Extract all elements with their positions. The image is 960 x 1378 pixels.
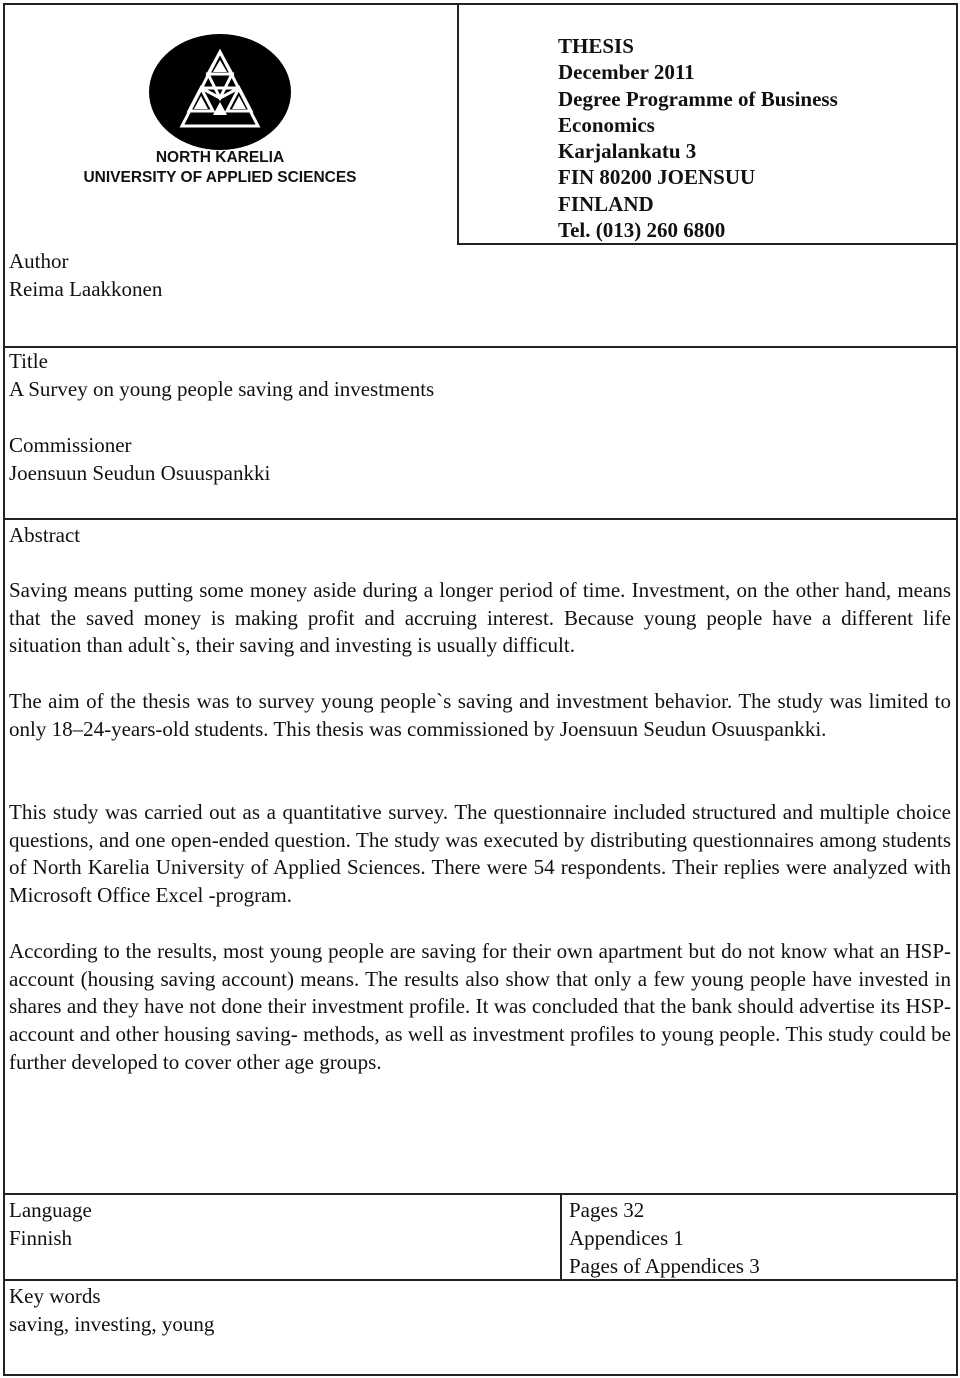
logo-line-1: NORTH KARELIA	[155, 149, 285, 166]
thesis-title: A Survey on young people saving and investments	[9, 377, 435, 401]
abstract-paragraph: This study was carried out as a quantitative survey. The questionnaire included structured and multiple choice questions, and one open-ended question. The study was executed by distributing questionnaires among students of North Karelia University of Applied Sciences. There were 54 respondents. Their replies were analyzed with Microsoft Office Excel -program.	[9, 800, 951, 908]
frame-top	[3, 3, 958, 5]
address-country: FINLAND	[558, 191, 654, 216]
commissioner-name: Joensuun Seudun Osuuspankki	[9, 461, 271, 485]
address-street: Karjalankatu 3	[558, 139, 697, 164]
triangle-emblem-icon	[60, 28, 380, 153]
abstract-body	[9, 799, 951, 910]
abstract-body	[9, 577, 951, 660]
commissioner-label: Commissioner	[9, 433, 132, 457]
divider-language	[3, 1279, 958, 1281]
abstract-paragraph: The aim of the thesis was to survey young people`s saving and investment behavior. The study was limited to only 18–24-years-old students. This thesis was commissioned by Joensuun Seudun Osuuspankki.	[9, 689, 951, 741]
university-logo	[60, 28, 380, 198]
appendices-count: Appendices 1	[569, 1226, 684, 1250]
author-label: Author	[9, 249, 69, 273]
title-label: Title	[9, 349, 48, 373]
logo-line-2: UNIVERSITY OF APPLIED SCIENCES	[83, 169, 357, 186]
thesis-date: December 2011	[558, 60, 695, 85]
keywords-label: Key words	[9, 1284, 101, 1308]
degree-programme-line-2: Economics	[558, 112, 655, 137]
author-name: Reima Laakkonen	[9, 277, 163, 301]
frame-right	[956, 3, 958, 1376]
thesis-type: THESIS	[558, 34, 634, 58]
frame-left	[3, 3, 5, 1376]
abstract-label: Abstract	[9, 523, 81, 547]
abstract-body	[9, 938, 951, 1077]
frame-bottom	[3, 1374, 958, 1376]
divider-commissioner	[3, 518, 958, 520]
abstract-paragraph: Saving means putting some money aside during a longer period of time. Investment, on the other hand, means that the saved money is making profit and accruing interest. Because young people have a different life situation than adult`s, their saving and investing is usually difficult.	[9, 578, 951, 658]
keywords-value: saving, investing, young	[9, 1312, 215, 1336]
abstract-body	[9, 688, 951, 743]
divider-footer	[3, 1193, 958, 1195]
language-value: Finnish	[9, 1226, 73, 1250]
appendix-pages-count: Pages of Appendices 3	[569, 1254, 760, 1278]
pages-count: Pages 32	[569, 1198, 645, 1222]
telephone: Tel. (013) 260 6800	[558, 218, 726, 243]
address-city: FIN 80200 JOENSUU	[558, 165, 756, 190]
header-divider-vertical	[457, 3, 459, 245]
divider-footer-vertical	[560, 1193, 562, 1281]
degree-programme-line-1: Degree Programme of Business	[558, 86, 838, 111]
divider-author	[3, 346, 958, 348]
language-label: Language	[9, 1198, 92, 1222]
thesis-info-block	[558, 33, 838, 243]
abstract-paragraph: According to the results, most young people are saving for their own apartment but do not know what an HSP-account (housing saving account) means. The results also show that only a few young people have invested in shares and they have not done their investment profile. It was concluded that the bank should advertise its HSP-account and other housing saving- methods, as well as investment profiles to young people. This study could be further developed to cover other age groups.	[9, 939, 951, 1074]
